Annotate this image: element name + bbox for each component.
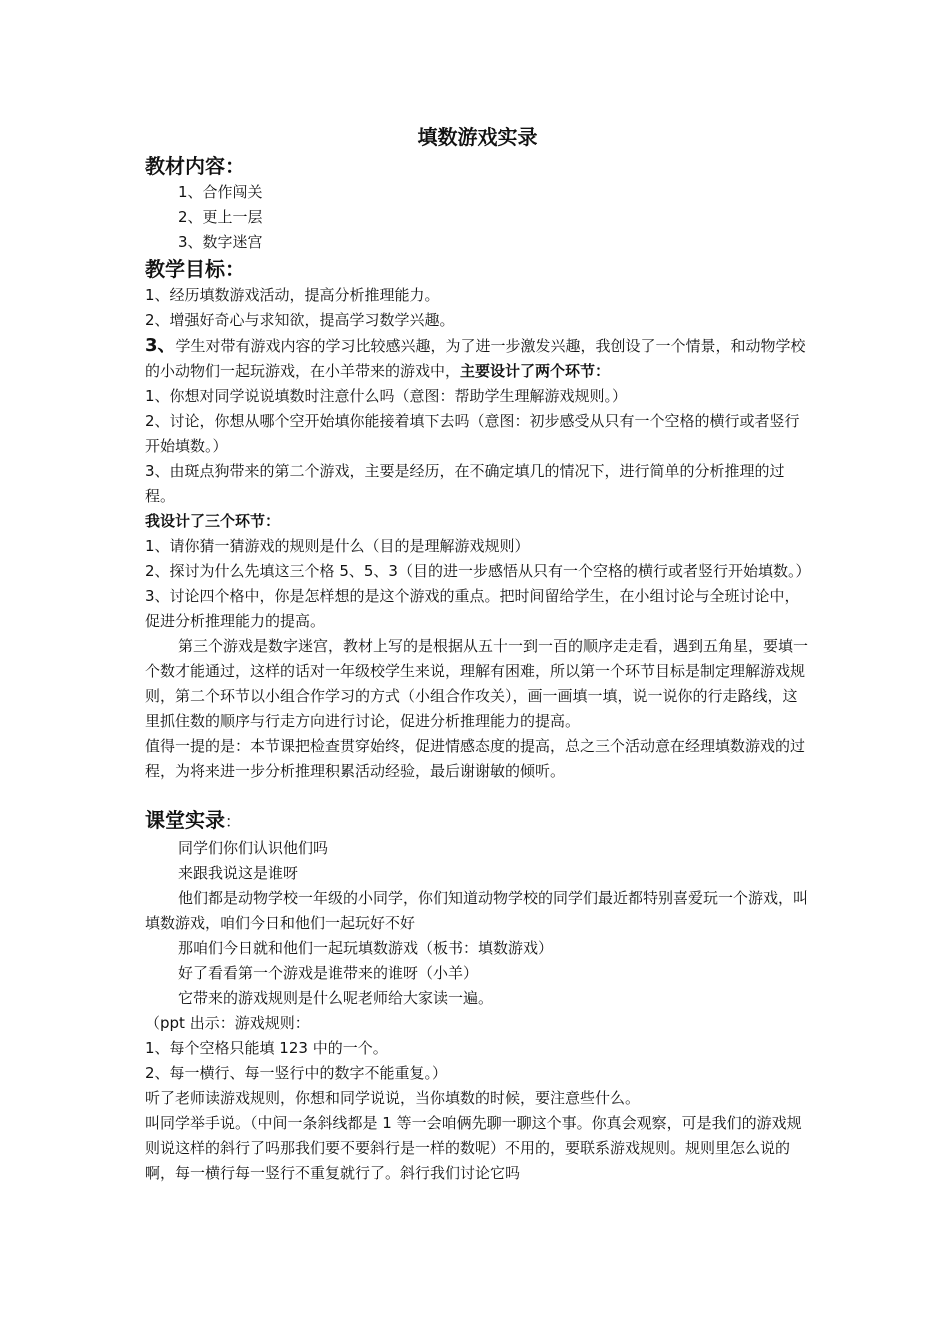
- paragraph: 2、探讨为什么先填这三个格 5、5、3（目的进一步感悟从只有一个空格的横行或者竖行开始填数。）: [145, 562, 811, 580]
- paragraph: 叫同学举手说。（中间一条斜线都是 1 等一会咱俩先聊一聊这个事。你真会观察，可是我们的游戏规则说这样的斜行了吗那我们要不要斜行是一样的数呢）不用的，要联系游戏规则。规则里怎么说的啊，每一横行每一竖行不重复就行了。斜行我们讨论它吗: [145, 1114, 802, 1182]
- subheading-three-steps: 我设计了三个环节：: [145, 512, 281, 530]
- paragraph: 3、由斑点狗带来的第二个游戏，主要是经历，在不确定填几的情况下，进行简单的分析推理的过程。: [145, 462, 785, 505]
- goal-3-bold: 主要设计了两个环节：: [460, 362, 611, 380]
- paragraph: 好了看看第一个游戏是谁带来的谁呀（小羊）: [178, 964, 479, 982]
- paragraph: 同学们你们认识他们吗: [178, 839, 329, 857]
- heading-content: 教材内容：: [145, 154, 245, 178]
- document-page: [145, 122, 810, 1186]
- paragraph: 听了老师读游戏规则，你想和同学说说，当你填数的时候，要注意些什么。: [145, 1089, 641, 1107]
- paragraph: （ppt 出示：游戏规则：: [145, 1014, 310, 1032]
- paragraph: 1、每个空格只能填 123 中的一个。: [145, 1039, 388, 1057]
- goal-2: 2、增强好奇心与求知欲，提高学习数学兴趣。: [145, 311, 455, 329]
- paragraph: 值得一提的是：本节课把检查贯穿始终，促进情感态度的提高，总之三个活动意在经理填数游戏的过程，为将来进一步分析推理积累活动经验，最后谢谢敏的倾听。: [145, 737, 806, 780]
- content-list: [145, 180, 810, 255]
- document-title: 填数游戏实录: [417, 125, 538, 149]
- paragraph: 1、请你猜一猜游戏的规则是什么（目的是理解游戏规则）: [145, 537, 530, 555]
- list-item: 2、更上一层: [178, 208, 263, 226]
- goal-3-text: 学生对带有游戏内容的学习比较感兴趣，为了进一步激发兴趣，我创设了一个情景，和动物学校的小动物们一起玩游戏，在小羊带来的游戏中，: [145, 337, 806, 380]
- paragraph: 那咱们今日就和他们一起玩填数游戏（板书：填数游戏）: [178, 939, 554, 957]
- heading-record: [145, 806, 810, 836]
- paragraph: 它带来的游戏规则是什么呢老师给大家读一遍。: [178, 989, 494, 1007]
- paragraph: 2、每一横行、每一竖行中的数字不能重复。）: [145, 1064, 448, 1082]
- paragraph: 他们都是动物学校一年级的小同学，你们知道动物学校的同学们最近都特别喜爱玩一个游戏，叫填数游戏，咱们今日和他们一起玩好不好: [145, 889, 809, 932]
- paragraph: 3、讨论四个格中，你是怎样想的是这个游戏的重点。把时间留给学生，在小组讨论与全班讨论中，促进分析推理能力的提高。: [145, 587, 800, 630]
- list-item: 3、数字迷宫: [178, 233, 263, 251]
- goal-3: [145, 333, 810, 384]
- paragraph: 来跟我说这是谁呀: [178, 864, 299, 882]
- list-item: 1、合作闯关: [178, 183, 263, 201]
- paragraph: 2、讨论，你想从哪个空开始填你能接着填下去吗（意图：初步感受从只有一个空格的横行或者竖行开始填数。）: [145, 412, 800, 455]
- heading-record-text: 课堂实录: [145, 808, 225, 832]
- goal-1: 1、经历填数游戏活动，提高分析推理能力。: [145, 286, 440, 304]
- heading-record-suffix: ：: [225, 812, 242, 831]
- heading-goals: 教学目标：: [145, 257, 245, 281]
- paragraph: 第三个游戏是数字迷宫，教材上写的是根据从五十一到一百的顺序走走看，遇到五角星，要填一个数才能通过，这样的话对一年级校学生来说，理解有困难，所以第一个环节目标是制定理解游戏规则，第二个环节以小组合作学习的方式（小组合作攻关），画一画填一填，说一说你的行走路线，这里抓住数的顺序与行走方向进行讨论，促进分析推理能力的提高。: [145, 637, 809, 730]
- goal-3-number: 3、: [145, 335, 176, 356]
- paragraph: 1、你想对同学说说填数时注意什么吗（意图：帮助学生理解游戏规则。）: [145, 387, 628, 405]
